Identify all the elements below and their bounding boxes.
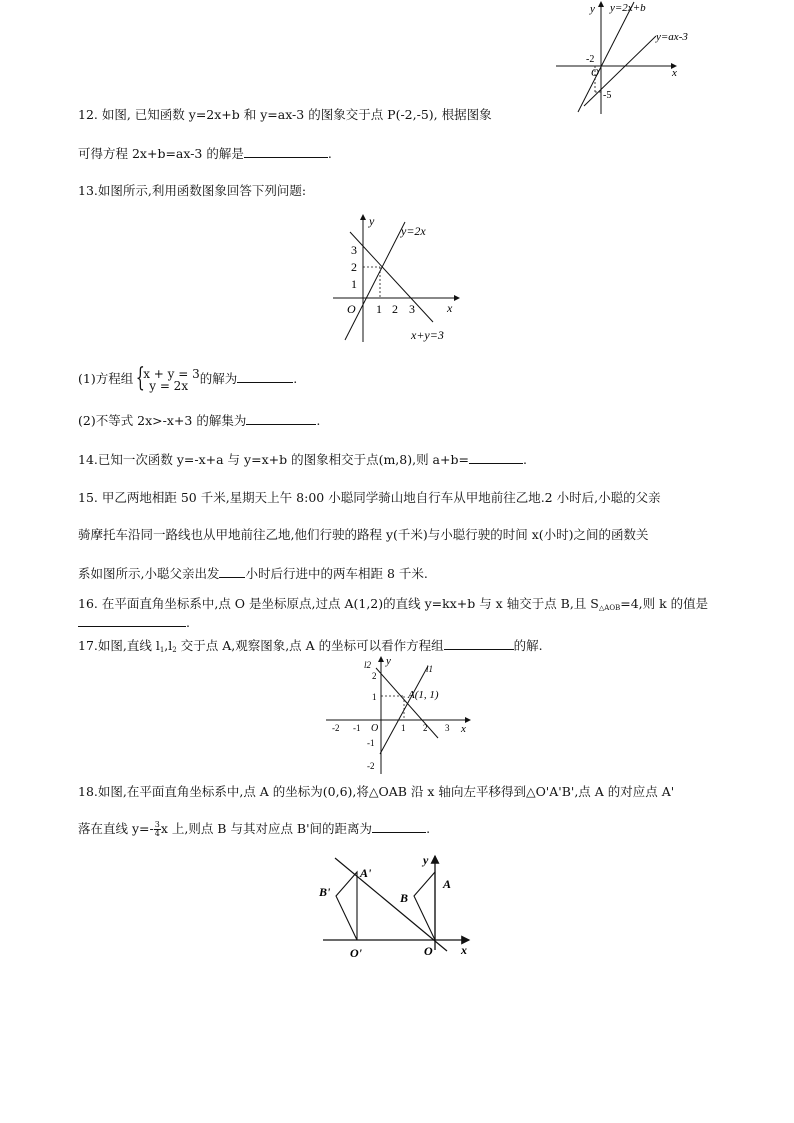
- q14-end: .: [522, 452, 527, 467]
- x-axis-label: x: [461, 723, 466, 735]
- q16-area-sub: △AOB: [598, 604, 621, 612]
- q16-end: .: [186, 615, 190, 630]
- q18-mid: x 上,则点 B 与其对应点 B'间的距离为: [160, 821, 373, 836]
- l1-label: l1: [426, 664, 434, 674]
- brace-icon: {: [135, 362, 146, 393]
- line1-label: y=2x: [401, 224, 426, 238]
- q15-blank[interactable]: [219, 565, 245, 578]
- q13-intro: 13.如图所示,利用函数图象回答下列问题:: [78, 183, 307, 198]
- B-label: B: [400, 891, 409, 905]
- q17-blank[interactable]: [444, 637, 514, 650]
- q12-line1: 12. 如图, 已知函数 y=2x+b 和 y=ax-3 的图象交于点 P(-2,-5), 根据图象: [78, 107, 492, 122]
- q15-suffix: 小时后行进中的两车相距 8 千米.: [245, 566, 428, 581]
- origin-label: O: [371, 723, 379, 734]
- q16-line1: [78, 596, 708, 616]
- frac-den: 4: [154, 829, 160, 838]
- y-axis-label: y: [386, 655, 391, 667]
- q18-graph: [315, 850, 475, 962]
- q13-sub1-end: .: [293, 371, 298, 386]
- B-prime-label: B': [319, 885, 331, 899]
- q12-prefix: 可得方程 2x+b=ax-3 的解是: [78, 146, 244, 161]
- q12-answer-blank[interactable]: [244, 145, 328, 158]
- equation-system: [133, 362, 200, 393]
- frac-num: 3: [154, 820, 160, 829]
- q12-graph: [548, 0, 708, 120]
- q17-sub2: 2: [172, 646, 177, 654]
- origin-label: O: [591, 67, 599, 79]
- x-tick-1: 1: [376, 302, 382, 316]
- line-neg-3-4-x: [335, 858, 447, 951]
- triangle-OAB: [414, 872, 435, 940]
- q18-line1: 18.如图,在平面直角坐标系中,点 A 的坐标为(0,6),将△OAB 沿 x 轴向左平移得到△O'A'B',点 A 的对应点 A': [78, 784, 675, 799]
- q13-sub1-blank[interactable]: [237, 370, 293, 383]
- A-prime-label: A': [360, 866, 372, 880]
- triangle-OAB-prime: [336, 872, 357, 940]
- point-A-label: A(1, 1): [408, 689, 439, 701]
- q18-end: .: [426, 821, 431, 836]
- q14: [78, 451, 527, 468]
- q13-sub2: [78, 412, 320, 429]
- eq2: y = 2x: [149, 378, 189, 393]
- line2-label: y=ax-3: [656, 31, 688, 43]
- x-axis-label: x: [672, 67, 677, 79]
- line1-label: y=2x+b: [610, 2, 646, 14]
- y-tick-neg2: -2: [367, 761, 375, 771]
- q16-suffix: =4,则 k 的值是: [620, 596, 709, 611]
- y-tick-2: 2: [372, 671, 377, 681]
- q17-mid: ,l: [164, 638, 173, 653]
- origin-label: O: [347, 302, 356, 316]
- q14-blank[interactable]: [469, 451, 523, 464]
- x-tick-2: 2: [423, 723, 428, 733]
- y-axis-label: y: [369, 214, 375, 228]
- q17-rest: 交于点 A,观察图象,点 A 的坐标可以看作方程组: [176, 638, 444, 653]
- l2-label: l2: [364, 660, 372, 670]
- tick-x-label: -2: [586, 54, 595, 65]
- q16-line2: [78, 614, 190, 631]
- q13-graph: [325, 210, 470, 345]
- q17-suffix: 的解.: [513, 638, 543, 653]
- y-tick-2: 2: [351, 260, 357, 274]
- tick-y-label: -5: [603, 90, 612, 101]
- q13-sub1-prefix: (1)方程组: [78, 371, 134, 386]
- x-axis-label: x: [461, 943, 467, 957]
- q13-sub2-end: .: [316, 413, 321, 428]
- fraction: [154, 821, 161, 838]
- q12-end: .: [327, 146, 332, 161]
- y-tick-neg1: -1: [367, 738, 375, 748]
- q12-line2: [78, 145, 332, 162]
- line2-label: x+y=3: [411, 328, 444, 342]
- x-tick-3: 3: [445, 723, 450, 733]
- x-tick-1: 1: [401, 723, 406, 733]
- O-prime-label: O': [350, 946, 362, 960]
- eq1: x + y = 3: [143, 366, 200, 381]
- q15-line2: 骑摩托车沿同一路线也从甲地前往乙地,他们行驶的路程 y(千米)与小聪行驶的时间 x(小时)之间的函数关: [78, 527, 649, 542]
- y-tick-1: 1: [372, 692, 377, 702]
- A-label: A: [443, 877, 452, 891]
- O-label: O: [424, 944, 433, 958]
- q18-blank[interactable]: [372, 820, 426, 833]
- q13-sub2-blank[interactable]: [246, 412, 316, 425]
- line-l2: [376, 668, 438, 738]
- y-axis-label: y: [423, 853, 429, 867]
- q15-line3: [78, 565, 428, 582]
- q18-line2: [78, 818, 430, 840]
- x-tick-3: 3: [409, 302, 415, 316]
- q13-sub1-suffix: 的解为: [199, 371, 238, 386]
- q16-blank[interactable]: [78, 614, 186, 627]
- y-tick-3: 3: [351, 243, 357, 257]
- q17-graph: [320, 654, 480, 778]
- y-tick-1: 1: [351, 277, 357, 291]
- q14-prefix: 14.已知一次函数 y=-x+a 与 y=x+b 的图象相交于点(m,8),则 a+b=: [78, 452, 469, 467]
- q18-prefix: 落在直线 y=-: [78, 821, 154, 836]
- y-axis-label: y: [590, 3, 595, 15]
- q13-sub1: [78, 362, 298, 393]
- x-tick-neg1: -1: [353, 723, 361, 733]
- q17-sub1: 1: [159, 646, 165, 654]
- q15-line1: 15. 甲乙两地相距 50 千米,星期天上午 8:00 小聪同学骑山地自行车从甲地前往乙地.2 小时后,小聪的父亲: [78, 490, 661, 505]
- x-tick-neg2: -2: [332, 723, 340, 733]
- x-tick-2: 2: [392, 302, 398, 316]
- x-axis-label: x: [447, 301, 453, 315]
- q15-prefix: 系如图所示,小聪父亲出发: [78, 566, 220, 581]
- q16-prefix: 16. 在平面直角坐标系中,点 O 是坐标原点,过点 A(1,2)的直线 y=kx+b 与 x 轴交于点 B,且 S: [78, 596, 599, 611]
- q13-sub2-prefix: (2)不等式 2x>-x+3 的解集为: [78, 413, 247, 428]
- q17-prefix: 17.如图,直线 l: [78, 638, 160, 653]
